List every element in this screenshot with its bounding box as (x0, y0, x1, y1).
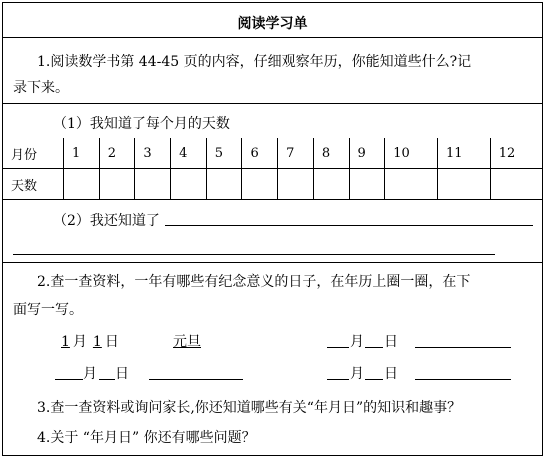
days-cell[interactable] (490, 169, 542, 200)
example-month: 1 (61, 334, 70, 350)
days-cell[interactable] (313, 169, 349, 200)
blank-event[interactable] (149, 379, 243, 380)
month-cell: 5 (206, 138, 242, 169)
table-row-days (3, 169, 542, 200)
blank-month-char: 月 (350, 366, 364, 382)
month-cell: 7 (278, 138, 314, 169)
example-day: 1 (92, 334, 102, 350)
days-cell[interactable] (64, 169, 100, 200)
days-cell[interactable] (135, 169, 171, 200)
blank-day-char: 日 (384, 366, 398, 382)
question-4: 4.关于 “年月日” 你还有哪些问题？ (37, 430, 256, 446)
month-cell: 6 (242, 138, 278, 169)
blank-month-char: 月 (350, 334, 364, 350)
question-2-line-1: 2.查一查资料，一年有哪些有纪念意义的日子，在年历上圈一圈，在下 (37, 274, 471, 290)
month-row-label: 月份 (3, 138, 64, 169)
blank-month[interactable] (55, 379, 83, 380)
day-char: 日 (104, 334, 119, 350)
days-cell[interactable] (171, 169, 207, 200)
days-cell[interactable] (206, 169, 242, 200)
divider (3, 37, 542, 38)
question-2-line-2: 面写一写。 (13, 302, 83, 318)
table-row-months (3, 138, 542, 169)
question-3: 3.查一查资料或询问家长,你还知道哪些有关“年月日”的知识和趣事？ (37, 400, 462, 416)
blank-day-char: 日 (115, 366, 129, 382)
days-cell[interactable] (437, 169, 490, 200)
month-cell: 10 (385, 138, 438, 169)
blank-day[interactable] (99, 379, 115, 380)
example-event-name: 元旦 (173, 334, 201, 350)
example-event (151, 331, 221, 351)
month-cell: 4 (171, 138, 207, 169)
blank-event[interactable] (415, 347, 511, 348)
month-cell: 8 (313, 138, 349, 169)
month-cell: 3 (135, 138, 171, 169)
blank-month[interactable] (327, 379, 349, 380)
example-date (55, 331, 119, 351)
question-1-sub-2: （2）我还知道了 (53, 213, 160, 229)
blank-month[interactable] (327, 347, 349, 348)
month-cell: 12 (490, 138, 542, 169)
worksheet-title: 阅读学习单 (237, 16, 308, 32)
days-cell[interactable] (99, 169, 135, 200)
days-row-label: 天数 (3, 169, 64, 200)
blank-month-char: 月 (83, 366, 97, 382)
month-days-table (3, 138, 542, 200)
answer-blank-line[interactable] (13, 254, 495, 255)
divider (3, 103, 542, 104)
month-char: 月 (72, 334, 87, 350)
answer-blank-line[interactable] (165, 225, 533, 226)
worksheet (2, 2, 543, 456)
blank-day[interactable] (365, 347, 383, 348)
question-1-line-1: 1.阅读数学书第 44-45 页的内容，仔细观察年历，你能知道些什么?记 (37, 54, 472, 70)
blank-day[interactable] (365, 379, 383, 380)
question-1-line-2: 录下来。 (13, 80, 69, 96)
month-cell: 2 (99, 138, 135, 169)
blank-event[interactable] (415, 379, 511, 380)
days-cell[interactable] (278, 169, 314, 200)
blank-day-char: 日 (384, 334, 398, 350)
days-cell[interactable] (349, 169, 385, 200)
question-1-sub-1: （1）我知道了每个月的天数 (53, 116, 230, 132)
divider (3, 262, 542, 263)
month-cell: 1 (64, 138, 100, 169)
days-cell[interactable] (385, 169, 438, 200)
month-cell: 9 (349, 138, 385, 169)
days-cell[interactable] (242, 169, 278, 200)
month-cell: 11 (437, 138, 490, 169)
